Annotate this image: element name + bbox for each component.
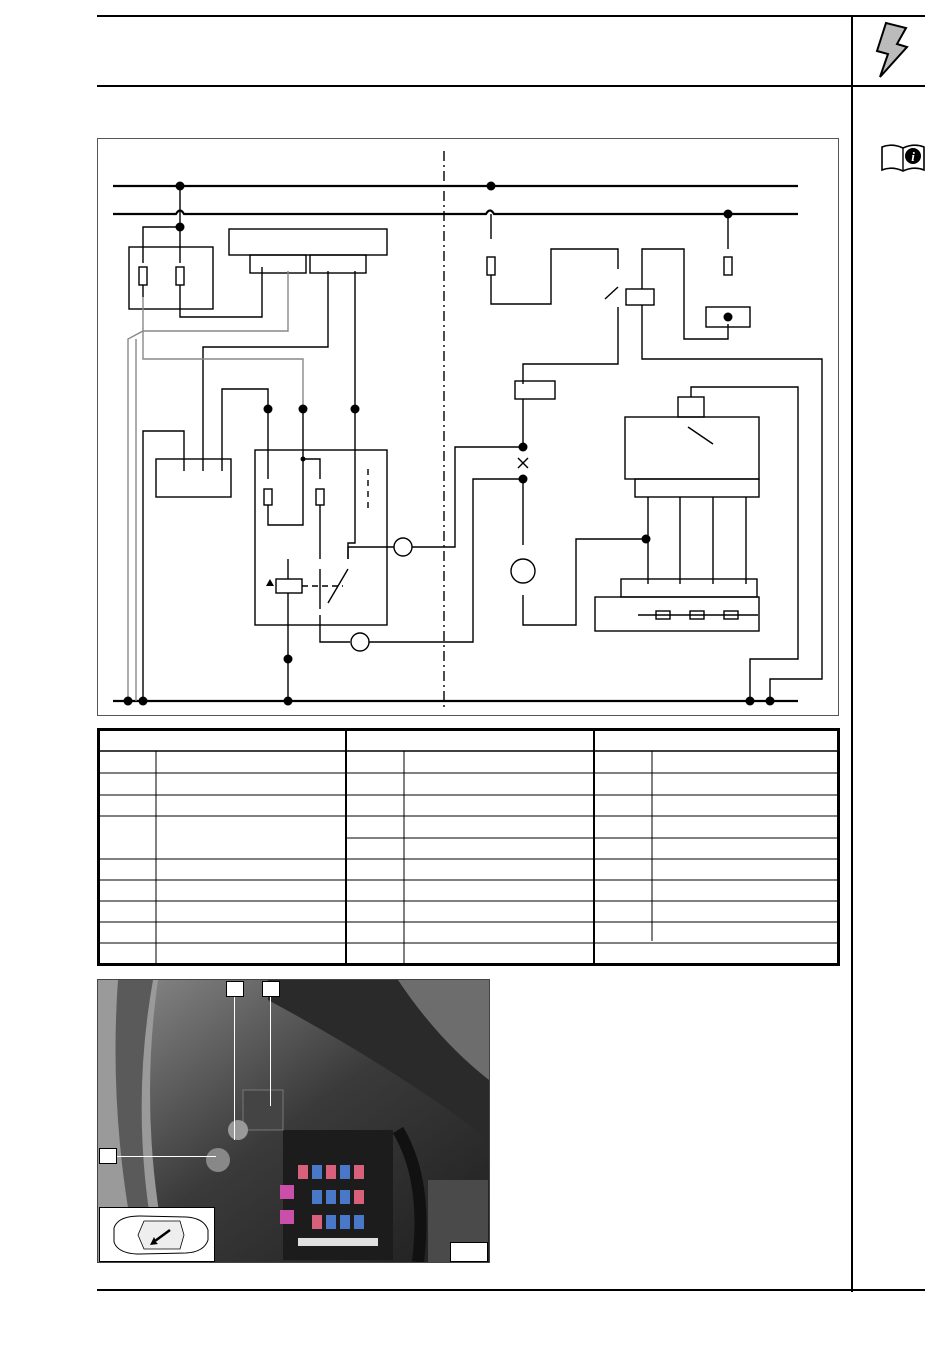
connector-block	[229, 229, 387, 255]
fuse-6	[724, 257, 732, 275]
motor	[511, 559, 535, 583]
photo-callout-3	[99, 1148, 117, 1164]
photo-callout-2	[262, 981, 280, 997]
relay-right-coil	[626, 289, 654, 305]
fuse-5	[487, 257, 495, 275]
header-top-rule	[97, 15, 925, 17]
car-top-view-icon	[99, 1207, 215, 1262]
supply-rail-2	[113, 211, 798, 215]
four-pin-connector	[156, 459, 231, 497]
lightning-bolt-icon	[866, 20, 914, 80]
fuse-1	[139, 267, 147, 285]
photo-callout-1	[226, 981, 244, 997]
relay-coil	[276, 579, 302, 593]
header-bottom-rule	[97, 85, 925, 87]
connection-circle-2	[351, 633, 369, 651]
svg-text:i: i	[911, 149, 915, 164]
fuse-box-photo	[97, 979, 490, 1263]
fuse-2	[176, 267, 184, 285]
fuse-4	[316, 489, 324, 505]
connector-small	[515, 381, 555, 399]
footer-rule	[97, 1289, 925, 1291]
relay-module	[255, 450, 387, 625]
photo-reference-box	[450, 1242, 488, 1262]
switch-assembly	[625, 417, 759, 479]
wiring-diagram	[97, 138, 839, 716]
legend-table	[97, 728, 840, 966]
info-book-icon	[880, 142, 926, 174]
fuse-box-left	[129, 247, 213, 309]
connection-circle-1	[394, 538, 412, 556]
resistor-pack	[595, 597, 759, 631]
page-right-margin-rule	[851, 15, 853, 1292]
fuse-3	[264, 489, 272, 505]
wiring-diagram-svg	[98, 139, 840, 717]
legend-table-grid	[100, 731, 837, 963]
